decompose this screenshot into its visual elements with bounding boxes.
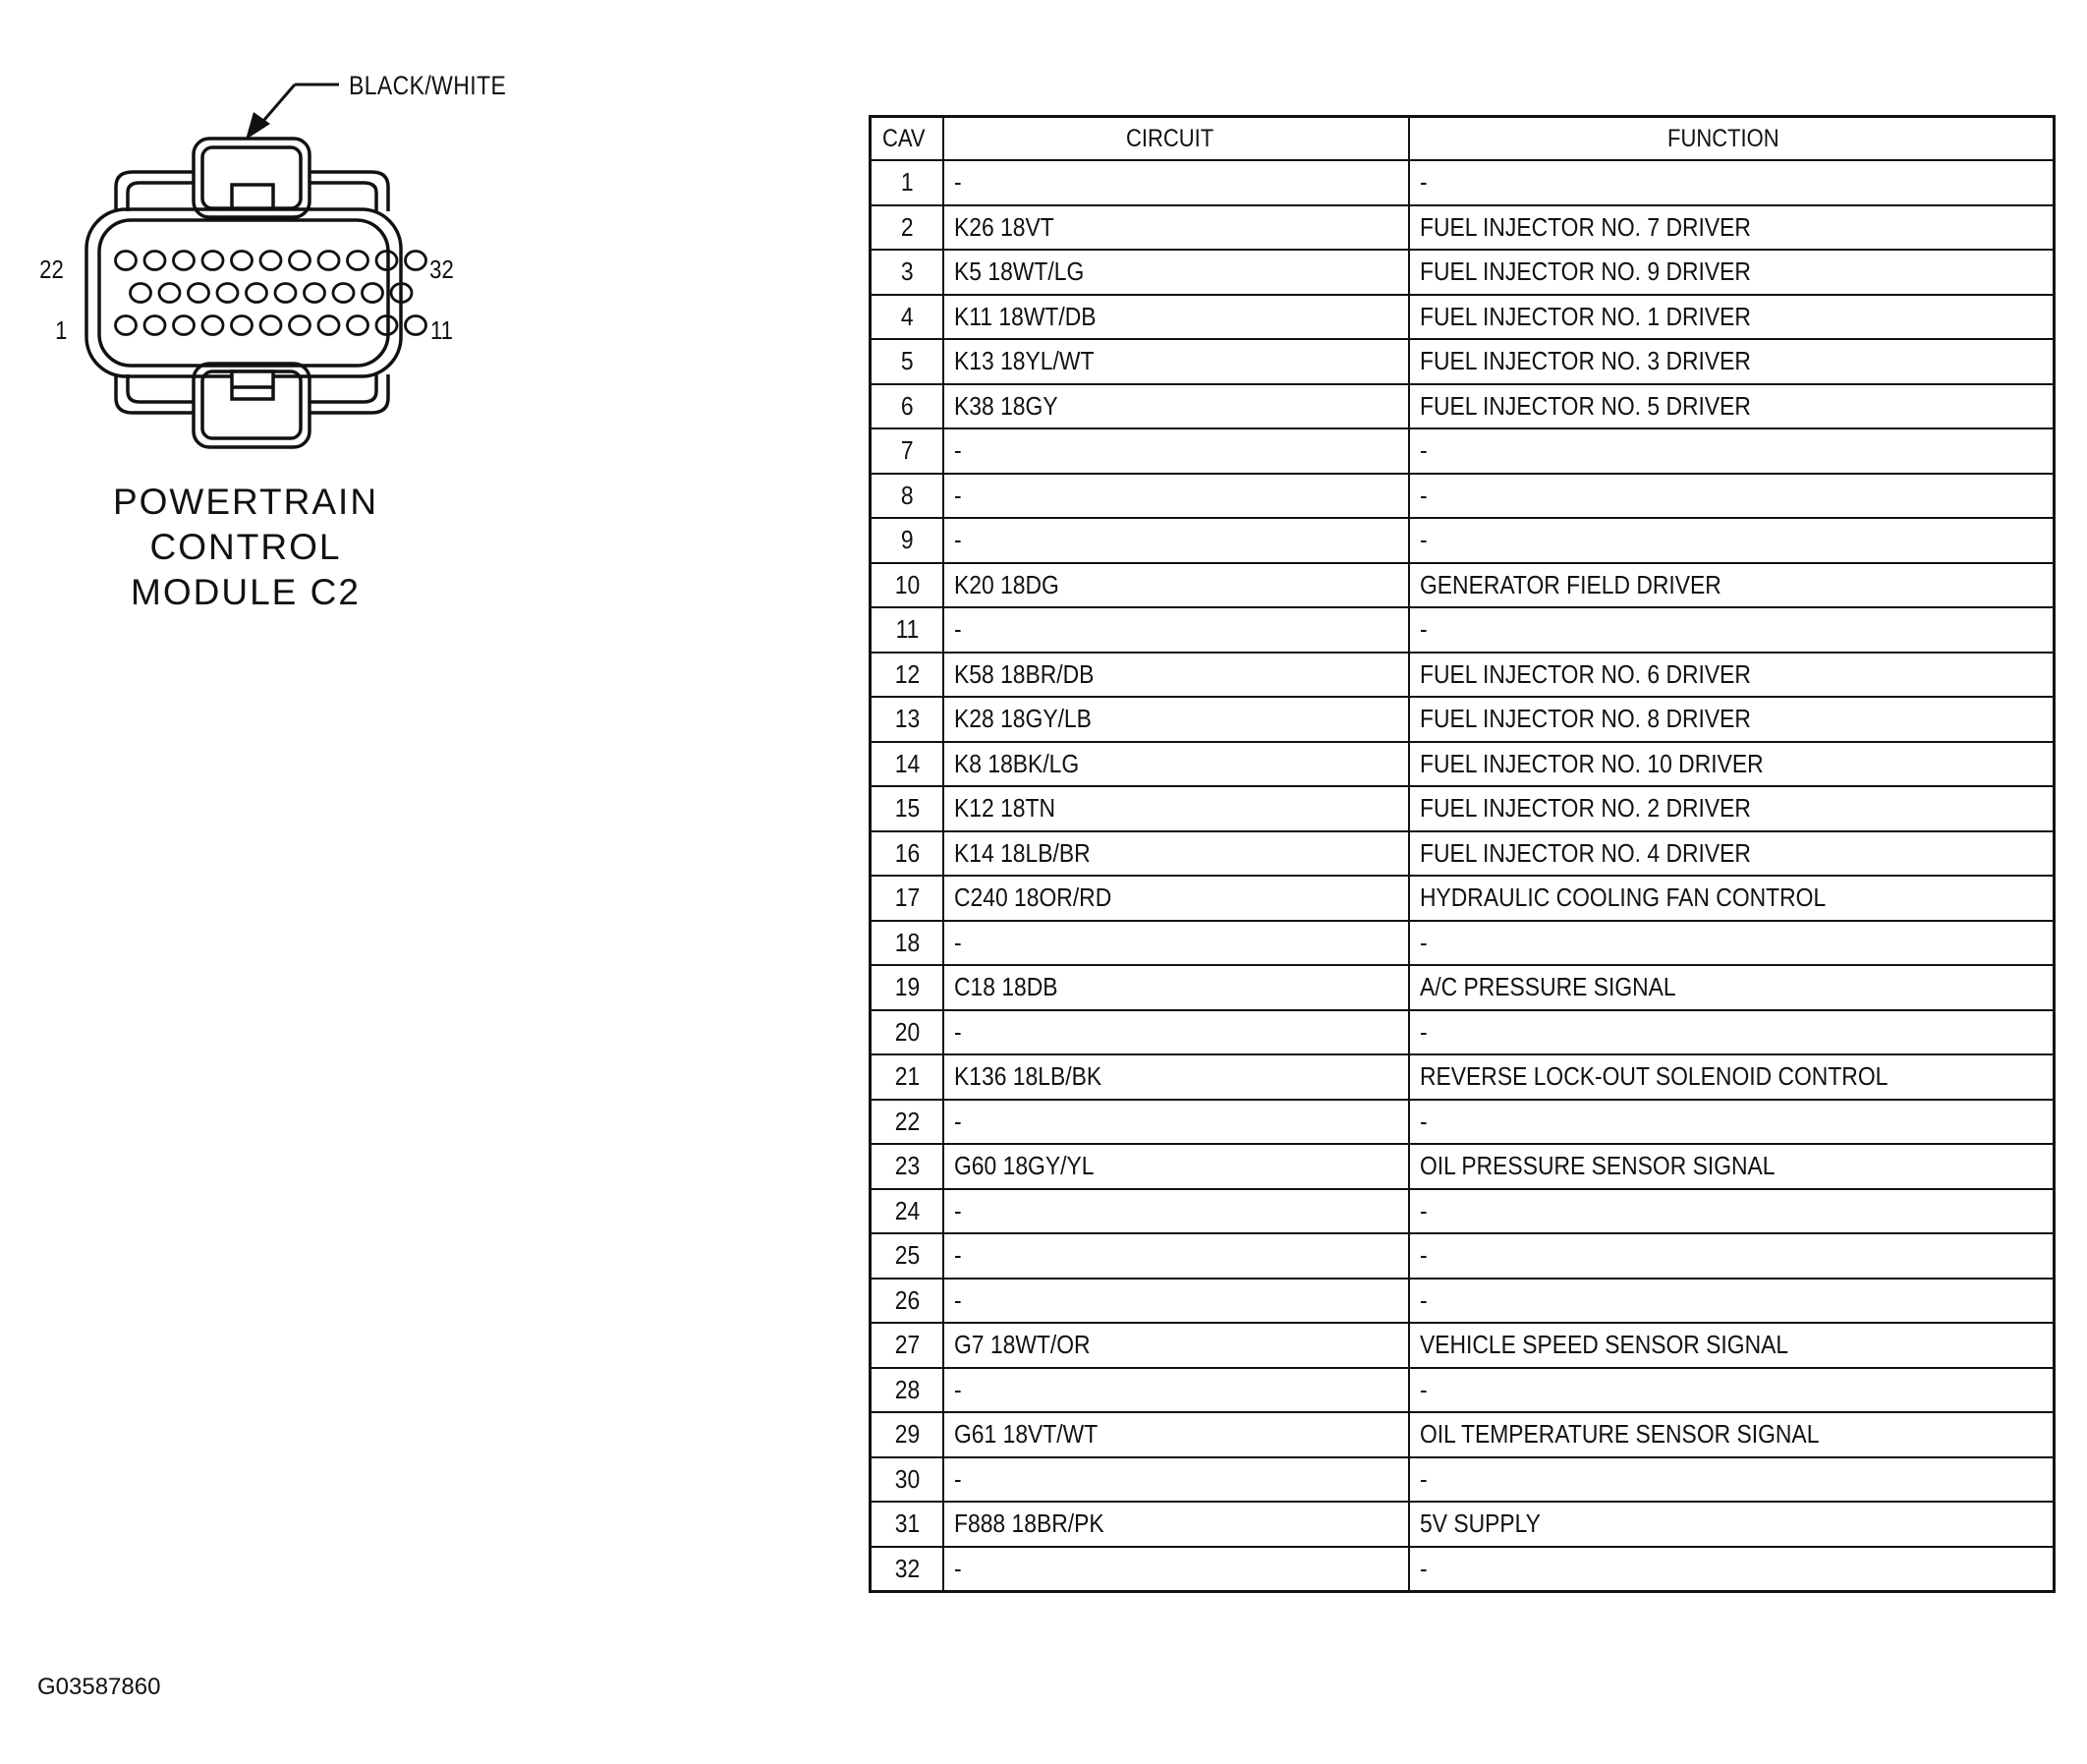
pin-cavity (318, 252, 339, 270)
cell-circuit: - (943, 1279, 1409, 1324)
cell-circuit: G60 18GY/YL (943, 1144, 1409, 1189)
cell-function: - (1409, 607, 2055, 653)
connector-title (79, 480, 413, 615)
pin-cavity (174, 252, 195, 270)
cell-cav: 19 (871, 965, 944, 1010)
table-row (871, 607, 2055, 653)
pin-number-label: 1 (55, 315, 68, 345)
cell-function: - (1409, 1457, 2055, 1503)
cell-function: - (1409, 1233, 2055, 1279)
table-row (871, 1054, 2055, 1100)
cell-cav: 31 (871, 1502, 944, 1547)
pin-cavity (406, 316, 426, 335)
pin-cavity (159, 284, 180, 303)
cell-circuit: - (943, 607, 1409, 653)
cell-function: FUEL INJECTOR NO. 7 DRIVER (1409, 205, 2055, 251)
cell-function: GENERATOR FIELD DRIVER (1409, 563, 2055, 608)
table-row (871, 295, 2055, 340)
cell-circuit: - (943, 1100, 1409, 1145)
cell-circuit: K26 18VT (943, 205, 1409, 251)
cell-function: FUEL INJECTOR NO. 3 DRIVER (1409, 339, 2055, 384)
cell-circuit: G7 18WT/OR (943, 1323, 1409, 1368)
table-row (871, 742, 2055, 787)
pin-cavity (116, 252, 137, 270)
cell-function: FUEL INJECTOR NO. 2 DRIVER (1409, 786, 2055, 831)
pin-cavity (305, 284, 325, 303)
pin-cavity (174, 316, 195, 335)
cell-function: - (1409, 1547, 2055, 1592)
table-row (871, 205, 2055, 251)
pin-cavity (290, 316, 310, 335)
cell-cav: 24 (871, 1189, 944, 1234)
cell-cav: 28 (871, 1368, 944, 1413)
cell-circuit: - (943, 518, 1409, 563)
cell-function: - (1409, 1368, 2055, 1413)
cell-cav: 29 (871, 1412, 944, 1457)
pin-number-label: 11 (430, 315, 453, 345)
pin-cavity (232, 316, 253, 335)
table-row (871, 876, 2055, 921)
cell-cav: 5 (871, 339, 944, 384)
cell-function: REVERSE LOCK-OUT SOLENOID CONTROL (1409, 1054, 2055, 1100)
cell-function: FUEL INJECTOR NO. 8 DRIVER (1409, 697, 2055, 742)
pin-cavity (348, 316, 368, 335)
pin-number-label: 32 (429, 255, 454, 284)
cell-cav: 22 (871, 1100, 944, 1145)
cell-function: - (1409, 1100, 2055, 1145)
pin-cavities (116, 252, 426, 335)
cell-cav: 23 (871, 1144, 944, 1189)
pin-cavity (144, 252, 165, 270)
cell-function: FUEL INJECTOR NO. 10 DRIVER (1409, 742, 2055, 787)
cell-function: A/C PRESSURE SIGNAL (1409, 965, 2055, 1010)
pin-cavity (260, 252, 281, 270)
cell-cav: 10 (871, 563, 944, 608)
cell-cav: 1 (871, 160, 944, 205)
pin-cavity (202, 316, 223, 335)
table-row (871, 1502, 2055, 1547)
cell-circuit: - (943, 1189, 1409, 1234)
table-row (871, 653, 2055, 698)
cell-cav: 17 (871, 876, 944, 921)
cell-circuit: - (943, 1547, 1409, 1592)
pin-cavity (348, 252, 368, 270)
cell-cav: 25 (871, 1233, 944, 1279)
connector-title-line: POWERTRAIN (112, 482, 379, 522)
cell-function: - (1409, 428, 2055, 474)
pin-cavity (232, 252, 253, 270)
table-row (871, 250, 2055, 295)
cell-function: OIL PRESSURE SENSOR SIGNAL (1409, 1144, 2055, 1189)
cell-circuit: K14 18LB/BR (943, 831, 1409, 877)
pin-cavity (202, 252, 223, 270)
cell-function: FUEL INJECTOR NO. 1 DRIVER (1409, 295, 2055, 340)
cell-function: OIL TEMPERATURE SENSOR SIGNAL (1409, 1412, 2055, 1457)
table-row (871, 384, 2055, 429)
table-row (871, 697, 2055, 742)
table-row (871, 1547, 2055, 1592)
cell-cav: 15 (871, 786, 944, 831)
cell-cav: 30 (871, 1457, 944, 1503)
cell-cav: 8 (871, 474, 944, 519)
table-row (871, 786, 2055, 831)
cell-circuit: G61 18VT/WT (943, 1412, 1409, 1457)
cell-function: VEHICLE SPEED SENSOR SIGNAL (1409, 1323, 2055, 1368)
table-row (871, 1323, 2055, 1368)
wire-color-label: BLACK/WHITE (349, 71, 507, 100)
pin-cavity (189, 284, 209, 303)
table-row (871, 563, 2055, 608)
cell-circuit: K136 18LB/BK (943, 1054, 1409, 1100)
table-row (871, 1279, 2055, 1324)
cell-circuit: - (943, 160, 1409, 205)
table-row (871, 1100, 2055, 1145)
cell-circuit: K38 18GY (943, 384, 1409, 429)
table-row (871, 921, 2055, 966)
connector-diagram (0, 0, 550, 629)
pin-cavity (406, 252, 426, 270)
cell-cav: 4 (871, 295, 944, 340)
table-row (871, 428, 2055, 474)
cell-cav: 9 (871, 518, 944, 563)
table-row (871, 1233, 2055, 1279)
column-header-circuit: CIRCUIT (943, 117, 1409, 161)
pin-cavity (116, 316, 137, 335)
cell-cav: 14 (871, 742, 944, 787)
cell-cav: 2 (871, 205, 944, 251)
table-row (871, 474, 2055, 519)
pin-cavity (363, 284, 383, 303)
connector-title-line: MODULE C2 (131, 572, 361, 612)
cell-function: FUEL INJECTOR NO. 4 DRIVER (1409, 831, 2055, 877)
cell-circuit: - (943, 428, 1409, 474)
cell-cav: 11 (871, 607, 944, 653)
figure-id: G03587860 (37, 1674, 161, 1700)
cell-cav: 21 (871, 1054, 944, 1100)
cell-circuit: - (943, 1368, 1409, 1413)
pin-cavity (275, 284, 296, 303)
cell-circuit: K11 18WT/DB (943, 295, 1409, 340)
cell-function: - (1409, 474, 2055, 519)
cell-circuit: - (943, 921, 1409, 966)
cell-cav: 20 (871, 1010, 944, 1055)
cell-function: - (1409, 160, 2055, 205)
cell-circuit: - (943, 1010, 1409, 1055)
pin-cavity (318, 316, 339, 335)
table-header-row (871, 117, 2055, 161)
table-row (871, 1457, 2055, 1503)
table-row (871, 831, 2055, 877)
pin-cavity (217, 284, 238, 303)
cell-circuit: K5 18WT/LG (943, 250, 1409, 295)
pin-cavity (247, 284, 267, 303)
table-row (871, 339, 2055, 384)
cell-cav: 13 (871, 697, 944, 742)
pin-cavity (131, 284, 151, 303)
cell-cav: 32 (871, 1547, 944, 1592)
cell-circuit: F888 18BR/PK (943, 1502, 1409, 1547)
pin-number-label: 22 (39, 255, 64, 284)
table-row (871, 160, 2055, 205)
cell-function: - (1409, 1010, 2055, 1055)
table-row (871, 518, 2055, 563)
pin-cavity (333, 284, 354, 303)
pin-cavity (260, 316, 281, 335)
cell-circuit: K13 18YL/WT (943, 339, 1409, 384)
cell-function: - (1409, 1189, 2055, 1234)
cell-circuit: - (943, 1233, 1409, 1279)
cell-circuit: - (943, 1457, 1409, 1503)
column-header-cav: CAV (871, 117, 944, 161)
cell-cav: 7 (871, 428, 944, 474)
cell-function: - (1409, 518, 2055, 563)
cell-circuit: K20 18DG (943, 563, 1409, 608)
table-row (871, 1189, 2055, 1234)
cell-cav: 3 (871, 250, 944, 295)
cell-function: HYDRAULIC COOLING FAN CONTROL (1409, 876, 2055, 921)
table-row (871, 1412, 2055, 1457)
cell-cav: 18 (871, 921, 944, 966)
cell-cav: 12 (871, 653, 944, 698)
cell-circuit: K58 18BR/DB (943, 653, 1409, 698)
connector-title-line: CONTROL (149, 527, 342, 567)
cell-cav: 16 (871, 831, 944, 877)
pin-cavity (144, 316, 165, 335)
cell-function: FUEL INJECTOR NO. 6 DRIVER (1409, 653, 2055, 698)
cell-circuit: - (943, 474, 1409, 519)
cell-cav: 27 (871, 1323, 944, 1368)
cell-function: FUEL INJECTOR NO. 5 DRIVER (1409, 384, 2055, 429)
cell-function: - (1409, 921, 2055, 966)
table-row (871, 1010, 2055, 1055)
cell-function: - (1409, 1279, 2055, 1324)
cell-circuit: K8 18BK/LG (943, 742, 1409, 787)
cell-cav: 26 (871, 1279, 944, 1324)
cell-circuit: K28 18GY/LB (943, 697, 1409, 742)
cell-circuit: C18 18DB (943, 965, 1409, 1010)
cell-cav: 6 (871, 384, 944, 429)
cell-function: 5V SUPPLY (1409, 1502, 2055, 1547)
cell-circuit: K12 18TN (943, 786, 1409, 831)
table-row (871, 1144, 2055, 1189)
column-header-function: FUNCTION (1409, 117, 2055, 161)
cell-function: FUEL INJECTOR NO. 9 DRIVER (1409, 250, 2055, 295)
cell-circuit: C240 18OR/RD (943, 876, 1409, 921)
table-row (871, 1368, 2055, 1413)
pinout-table (869, 115, 2056, 1593)
table-row (871, 965, 2055, 1010)
pin-cavity (290, 252, 310, 270)
